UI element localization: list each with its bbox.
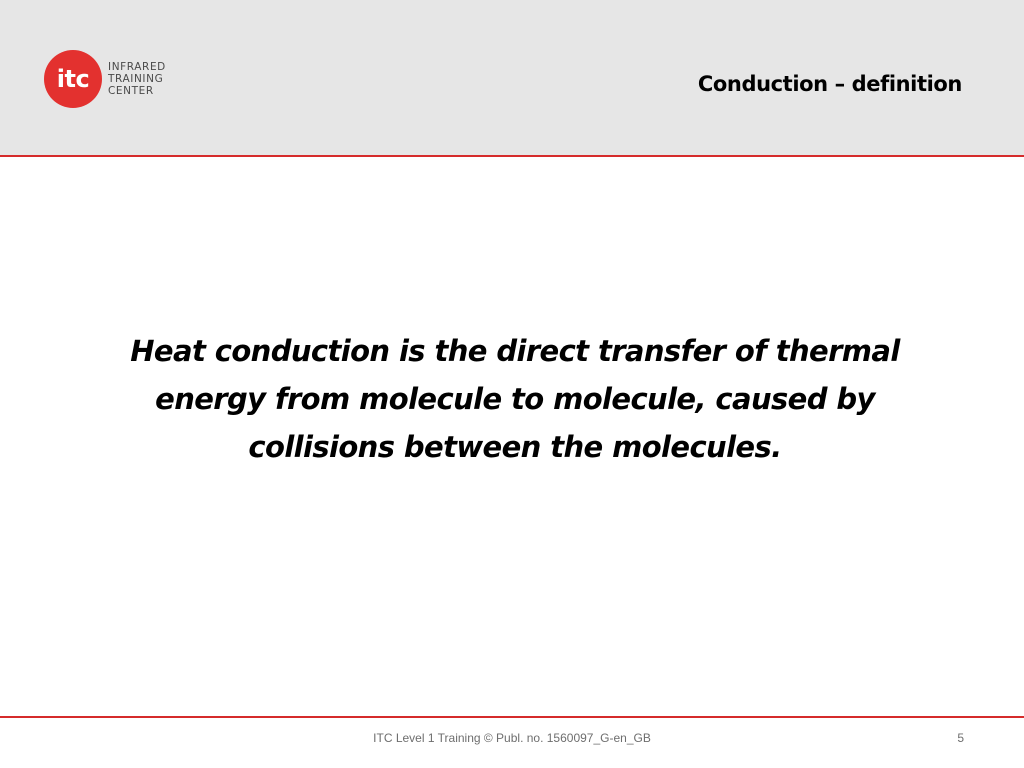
footer-divider: [0, 716, 1024, 718]
logo-line-infrared: INFRARED: [108, 61, 166, 73]
header-divider: [0, 155, 1024, 157]
itc-logo-wordmark: [108, 61, 166, 97]
footer-publication: ITC Level 1 Training © Publ. no. 1560097_G-en_GB: [373, 731, 651, 745]
page-number: 5: [957, 731, 964, 745]
definition-line-2: energy from molecule to molecule, caused by: [155, 382, 875, 416]
definition-text: [110, 327, 920, 471]
definition-line-1: Heat conduction is the direct transfer of thermal: [130, 334, 900, 368]
logo-line-center: CENTER: [108, 85, 154, 97]
itc-logo: [44, 50, 166, 108]
slide-header: [0, 0, 1024, 155]
slide-title: Conduction – definition: [697, 72, 962, 96]
definition-line-3: collisions between the molecules.: [248, 430, 782, 464]
itc-logo-mark: itc: [44, 50, 102, 108]
logo-line-training: TRAINING: [108, 73, 164, 85]
